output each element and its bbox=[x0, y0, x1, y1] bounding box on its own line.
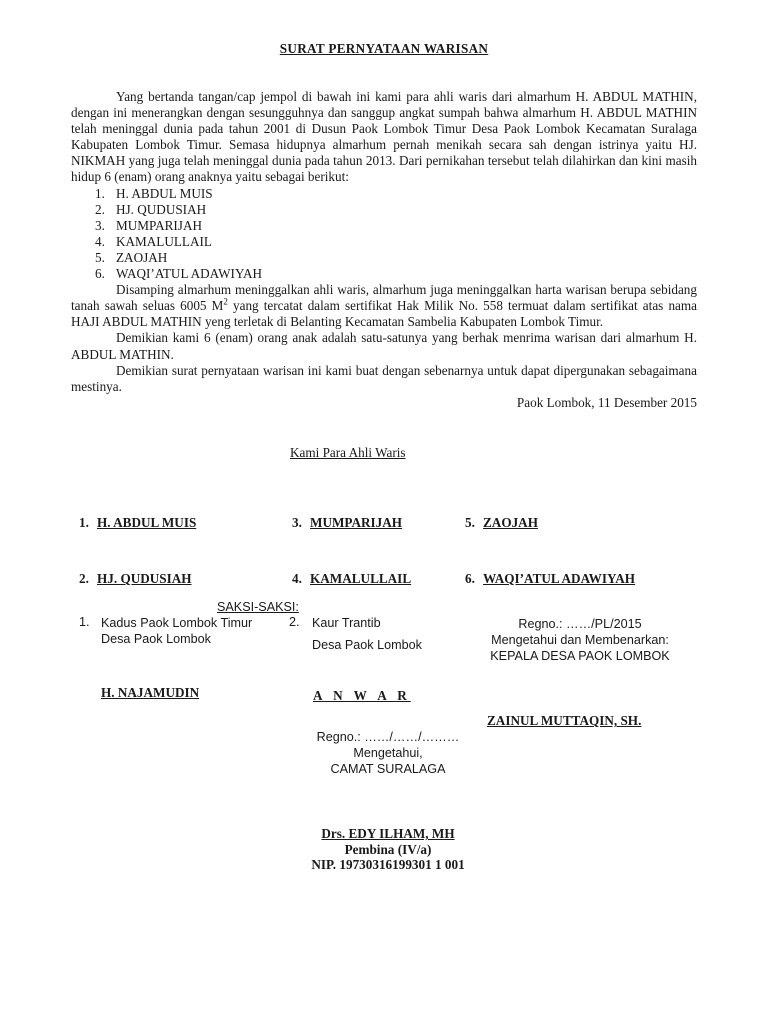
witnesses-heading: SAKSI-SAKSI: bbox=[217, 600, 299, 614]
list-item: 6. WAQI’ATUL ADAWIYAH bbox=[95, 266, 263, 282]
camat-name: Drs. EDY ILHAM, MH bbox=[321, 826, 455, 841]
camat-block: Regno.: ……/……/……… Mengetahui, CAMAT SURALAGA bbox=[316, 730, 460, 776]
list-item: 4. KAMALULLAIL bbox=[95, 233, 212, 249]
document-body bbox=[71, 89, 697, 411]
witness-2-name: A N W A R bbox=[313, 688, 411, 703]
document-title: SURAT PERNYATAAN WARISAN bbox=[279, 41, 489, 56]
list-item: 5. ZAOJAH bbox=[95, 249, 168, 265]
witness-1-title: Kadus Paok Lombok Timur Desa Paok Lombok bbox=[101, 616, 253, 646]
list-item: 1. H. ABDUL MUIS bbox=[95, 185, 213, 201]
camat-nip: NIP. 19730316199301 1 001 bbox=[311, 857, 465, 872]
witness-1-name: H. NAJAMUDIN bbox=[101, 685, 200, 700]
heirs-heading: Kami Para Ahli Waris bbox=[290, 445, 406, 460]
closing-paragraph: Demikian surat pernyataan warisan ini kami buat dengan sebenarnya untuk dapat dipergunakan sebagaimana mestinya. bbox=[71, 362, 697, 394]
heir-list bbox=[71, 186, 697, 283]
witness-2-title: Kaur Trantib Desa Paok Lombok bbox=[312, 616, 422, 652]
camat-signature bbox=[238, 826, 538, 873]
intro-paragraph: Yang bertanda tangan/cap jempol di bawah ini kami para ahli waris dari almarhum H. ABDUL MATHIN, dengan ini menerangkan dengan sesungguhnya dan sanggup angkat sumpah bahwa almarhum H. ABDUL MATHIN telah meninggal dunia pada tahun 2001 di Dusun Paok Lombok Timur Desa Paok Lombok Kecamatan Suralaga Kabupaten Lombok Timur. Semasa hidupnya almarhum pernah menikah secara sah dengan istrinya yaitu HJ. NIKMAH yang juga telah meninggal dunia pada tahun 2013. Dari pernikahan tersebut telah dilahirkan dan kini masih hidup 6 (enam) orang anaknya yaitu sebagai berikut: bbox=[71, 89, 697, 185]
list-item: 2. HJ. QUDUSIAH bbox=[95, 201, 207, 217]
list-item: 3. MUMPARIJAH bbox=[95, 217, 202, 233]
signature-heir-6: 6. WAQI’ATUL ADAWIYAH bbox=[465, 571, 636, 586]
signature-heir-4: 4. KAMALULLAIL bbox=[292, 571, 412, 586]
heirs-statement-paragraph: Demikian kami 6 (enam) orang anak adalah satu-satunya yang berhak menrima warisan dari almarhum H. ABDUL MATHIN. bbox=[71, 330, 697, 362]
camat-rank: Pembina (IV/a) bbox=[344, 841, 432, 857]
witness-1-number: 1. bbox=[79, 615, 90, 629]
witness-2-number: 2. bbox=[289, 615, 300, 629]
signature-heir-5: 5. ZAOJAH bbox=[465, 515, 538, 530]
signature-heir-3: 3. MUMPARIJAH bbox=[292, 515, 403, 530]
signature-heir-2: 2. HJ. QUDUSIAH bbox=[79, 571, 192, 586]
village-head-name: ZAINUL MUTTAQIN, SH. bbox=[487, 713, 642, 728]
village-head-block: Regno.: ……/PL/2015 Mengetahui dan Membenarkan: KEPALA DESA PAOK LOMBOK bbox=[490, 617, 670, 663]
signature-heir-1: 1. H. ABDUL MUIS bbox=[79, 515, 197, 530]
place-date: Paok Lombok, 11 Desember 2015 bbox=[516, 394, 697, 410]
inheritance-paragraph: Disamping almarhum meninggalkan ahli waris, almarhum juga meninggalkan harta warisan berupa sebidang tanah sawah seluas 6005 $M^2$ yang tercatat dalam sertifikat Hak Milik No. 558 termuat dalam sertifikat atas nama HAJI ABDUL MATHIN yeng terletak di Belanting Kecamatan Sambelia Kabupaten Lombok Timur. bbox=[71, 282, 698, 330]
